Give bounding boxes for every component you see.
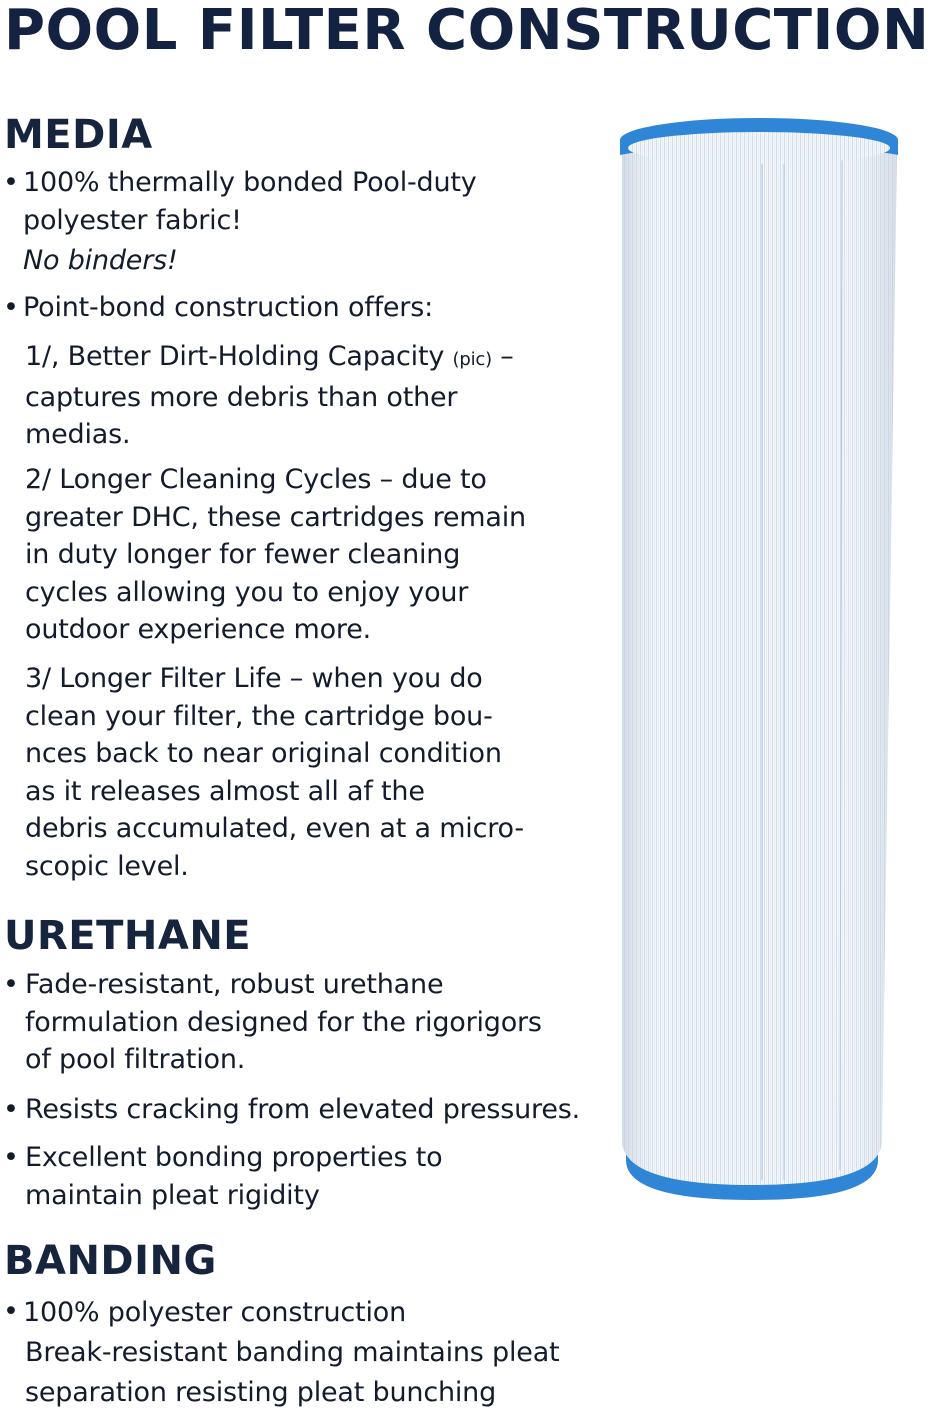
urethane-bullet-2: [25, 1091, 580, 1129]
media-item-2-line: greater DHC, these cartridges remain: [25, 501, 526, 533]
media-item-1-text: 1/, Better Dirt-Holding Capacity: [25, 341, 453, 372]
media-item-1-line-3: medias.: [25, 419, 131, 450]
media-item-3-line: debris accumulated, even at a micro-: [25, 813, 524, 844]
media-item-1-line-2: captures more debris than other: [25, 381, 458, 413]
bullet-glyph: •: [3, 167, 19, 198]
media-bullet-1: [23, 164, 477, 280]
media-item-3-line: as it releases almost all af the: [25, 775, 425, 807]
urethane-bullet-1-line: formulation designed for the rigorigors: [25, 1006, 542, 1038]
banding-heading: BANDING: [4, 1238, 217, 1284]
bullet-glyph: •: [3, 1142, 19, 1173]
urethane-bullet-1-line: of pool filtration.: [25, 1044, 246, 1075]
bullet-glyph: •: [3, 969, 19, 1000]
banding-bullet-1-line: 100% polyester construction: [23, 1297, 406, 1328]
page-title: POOL FILTER CONSTRUCTION: [4, 0, 930, 63]
urethane-bullet-3: [25, 1139, 442, 1214]
banding-bullet-1-line: separation resisting pleat bunching: [25, 1377, 497, 1408]
urethane-heading: URETHANE: [4, 913, 252, 959]
media-item-3-line: scopic level.: [25, 850, 189, 882]
media-bullet-1-line-1: 100% thermally bonded Pool-duty: [23, 167, 477, 198]
media-item-2-line: cycles allowing you to enjoy your: [25, 576, 469, 608]
bullet-glyph: •: [3, 1094, 19, 1125]
media-item-1-pic-note: (pic): [452, 349, 492, 370]
banding-bullet-1: [23, 1293, 559, 1413]
urethane-bullet-2-line: Resists cracking from elevated pressures.: [25, 1094, 580, 1125]
media-bullet-2: [23, 289, 433, 327]
media-item-2-line: outdoor experience more.: [25, 614, 372, 645]
media-item-1-dash: –: [491, 341, 514, 372]
media-item-3-line: nces back to near original condition: [25, 738, 502, 769]
bullet-glyph: •: [3, 1296, 19, 1327]
media-item-3-line: 3/ Longer Filter Life – when you do: [25, 663, 483, 694]
urethane-bullet-1-line: Fade-resistant, robust urethane: [25, 969, 444, 1000]
media-item-2-line: 2/ Longer Cleaning Cycles – due to: [25, 464, 487, 495]
urethane-bullet-3-line: Excellent bonding properties to: [25, 1142, 443, 1173]
media-item-3: [25, 660, 524, 885]
urethane-bullet-3-line: maintain pleat rigidity: [25, 1179, 320, 1211]
media-item-1-line-1: [25, 338, 514, 379]
media-item-3-line: clean your filter, the cartridge bou-: [25, 700, 493, 732]
media-bullet-2-line-1: Point-bond construction offers:: [23, 292, 433, 323]
banding-bullet-1-line: Break-resistant banding maintains pleat: [25, 1337, 560, 1368]
media-item-2-line: in duty longer for fewer cleaning: [25, 539, 461, 570]
media-item-1: [25, 338, 514, 454]
bullet-glyph: •: [3, 292, 19, 323]
media-bullet-1-line-2: polyester fabric!: [23, 204, 242, 236]
media-no-binders: No binders!: [23, 245, 178, 276]
urethane-bullet-1: [25, 966, 542, 1079]
media-item-2: [25, 461, 526, 649]
media-heading: MEDIA: [4, 112, 153, 158]
filter-cartridge-image: [612, 110, 912, 1210]
